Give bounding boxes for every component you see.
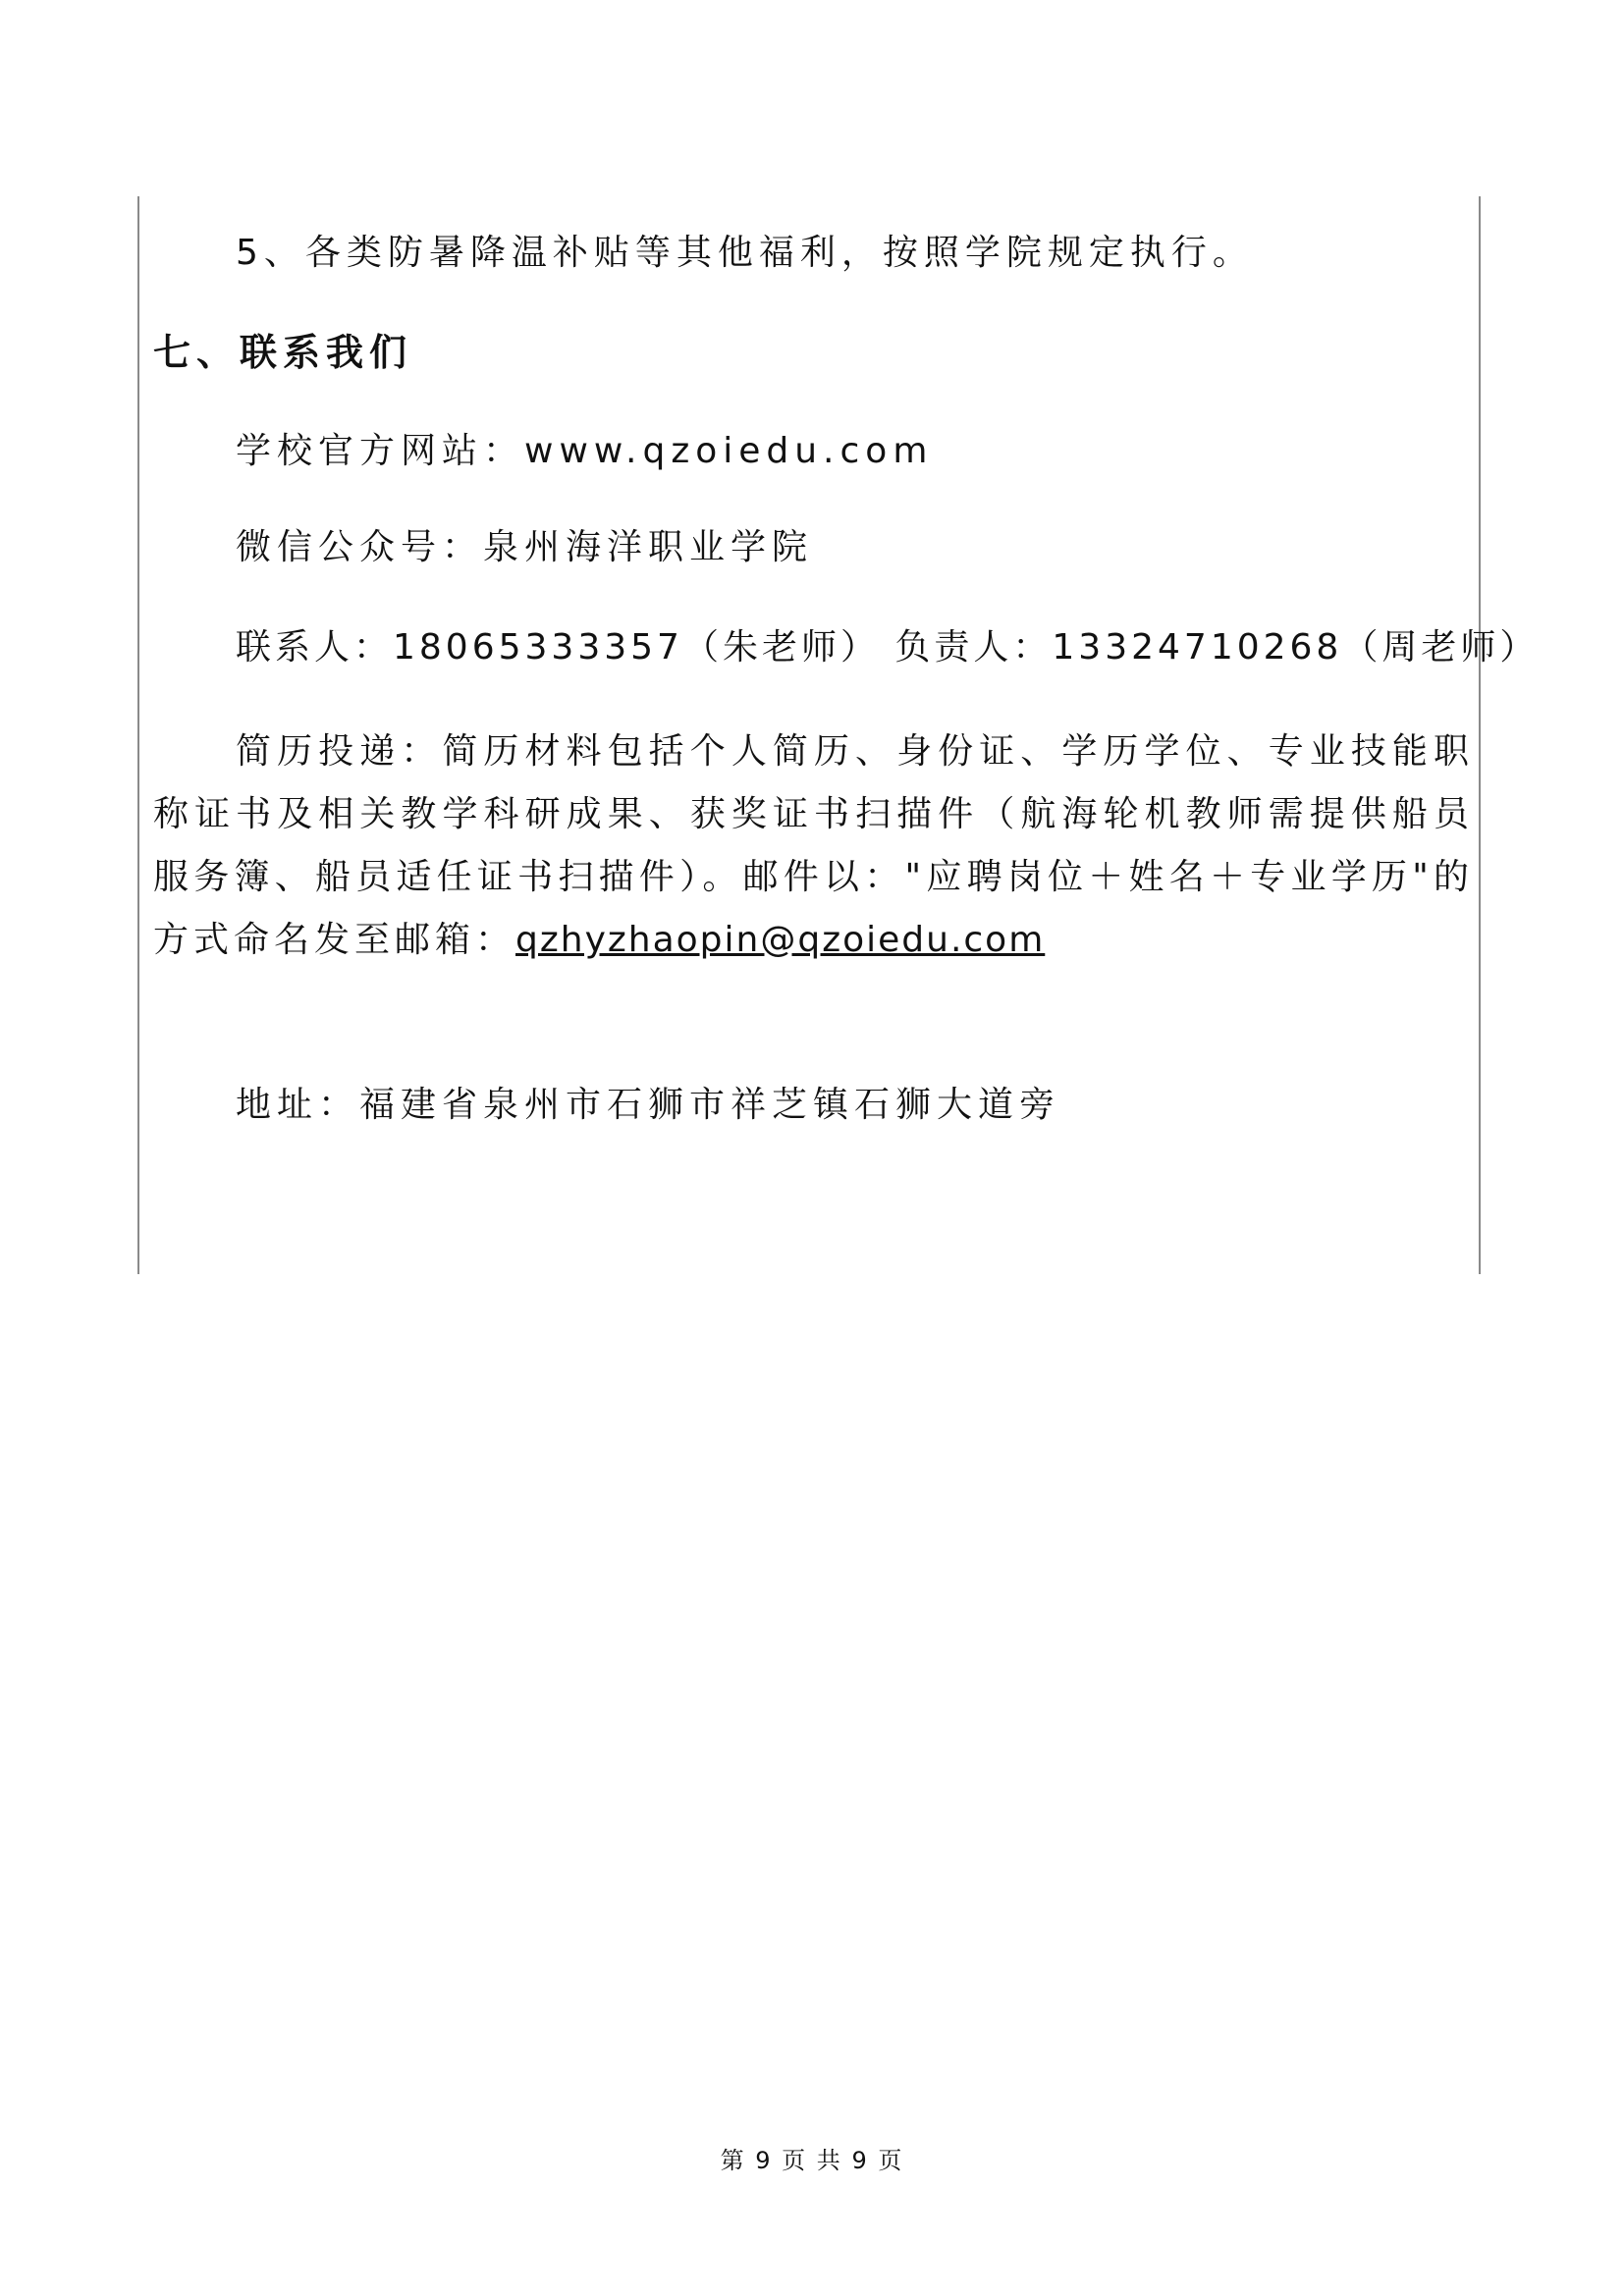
website-line: 学校官方网站：www.qzoiedu.com [236,431,934,471]
contacts-line: 联系人：18065333357（朱老师） 负责人：13324710268（周老师） [236,627,1540,667]
section-heading-contact: 七、联系我们 [153,331,413,374]
page-footer [0,2146,1624,2175]
benefit-item-5: 5、各类防暑降温补贴等其他福利，按照学院规定执行。 [236,233,1254,273]
wechat-line: 微信公众号：泉州海洋职业学院 [236,527,814,567]
resume-email-link[interactable]: qzhyzhaopin@qzoiedu.com [515,920,1046,960]
resume-text: 简历投递：简历材料包括个人简历、身份证、学历学位、专业技能职称证书及相关教学科研成果、获奖证书扫描件（航海轮机教师需提供船员服务簿、船员适任证书扫描件）。邮件以："应聘岗位＋姓名＋专业学历"的方式命名发至邮箱： [153,731,1474,960]
resume-paragraph [153,721,1474,972]
page-number-text: 第 9 页 共 9 页 [720,2147,904,2174]
address-line: 地址：福建省泉州市石狮市祥芝镇石狮大道旁 [236,1085,1061,1125]
